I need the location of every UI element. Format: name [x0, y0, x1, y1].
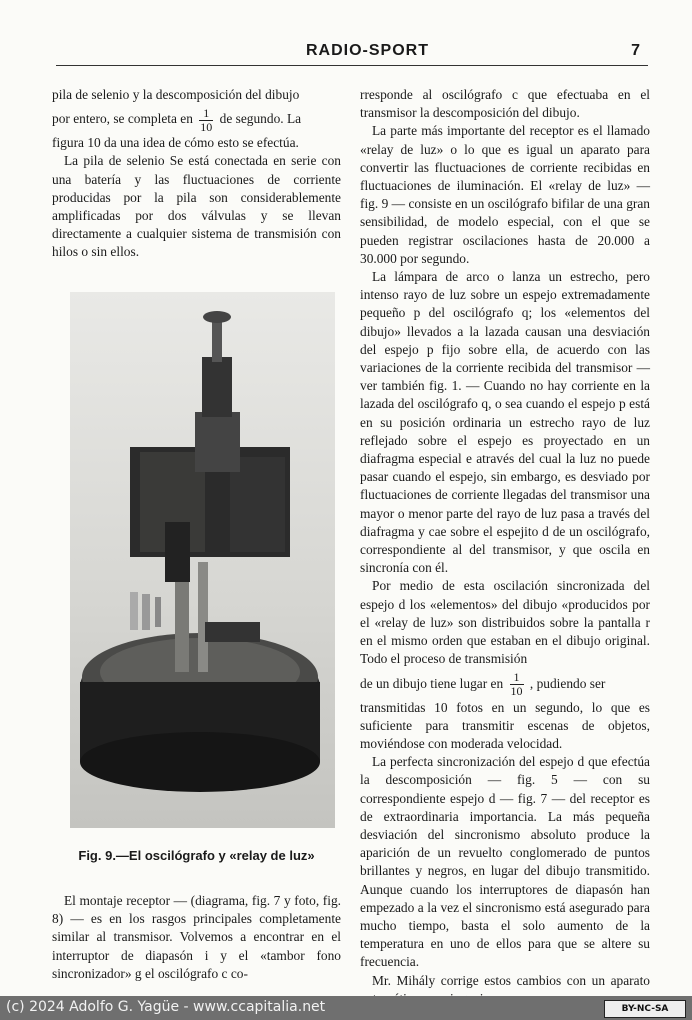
left-p1-line1: pila de selenio y la descomposición del dibujo: [52, 87, 300, 102]
right-p2: La parte más importante del receptor es el llamado «relay de luz» o lo que es igual un aparato para convertir las fluctuaciones de corriente recibidas en fluctuaciones de iluminación. El «relay de luz» — fig. 9 — consiste en un oscilógrafo bifilar de una gran sensibilidad, de modelo especial, con el que se pueden registrar oscilaciones hasta de 20.000 a 30.000 por segundo.: [360, 123, 650, 266]
right-p4-pre: de un dibujo tiene lugar en: [360, 675, 504, 691]
left-p1-pre: por entero, se completa en: [52, 111, 193, 127]
journal-title: RADIO-SPORT: [306, 42, 429, 59]
left-p1-line3: figura 10 da una idea de cómo esto se efectúa.: [52, 135, 299, 151]
fraction-numerator: 1: [199, 107, 213, 121]
oscillograph-illustration: [70, 292, 335, 828]
copyright-text: (c) 2024 Adolfo G. Yagüe - www.ccapitalia.net: [6, 999, 326, 1015]
fraction-numerator: 1: [510, 671, 524, 685]
right-p3: La lámpara de arco o lanza un estrecho, pero intenso rayo de luz sobre un espejo extremadamente pequeño p del oscilógrafo q; los «elementos del dibujo» llevados a la lazada causan una desviación del espejo p fijo sobre ella, de acuerdo con las variaciones de la corriente recibida del transmisor — ver también fig. 1. — Cuando no hay corriente en la lazada del oscilógrafo q, o sea cuando el espejo p está en su posición ordinaria un estrecho rayo de luz reflejado sobre el espejo es proyectado en un diafragma especial e através del cual la luz no puede pasar cuando el espejo, sin embargo, es desviado por fluctuaciones de corriente llegadas del transmisor una mayor o menor parte del rayo de luz pasa a través del diafragma y cae sobre el espejito d de un oscilógrafo, correspondiente al del transmisor, y que oscila en sincronía con él.: [360, 269, 650, 576]
right-p4: Por medio de esta oscilación sincronizada del espejo d los «elementos» del dibujo «producidos por el «relay de luz» son distribuidos sobre la pantalla r en el mismo orden que estaban en el dibujo original. Todo el proceso de transmisión: [360, 578, 650, 667]
left-p2: La pila de selenio Se está conectada en serie con una batería y las fluctuaciones de corriente producidas por la pila son considerablemente amplificadas por dos válvulas y se llevan directamente a cualquier sistema de transmisión con hilos o sin ellos.: [52, 153, 341, 260]
license-badge: BY-NC-SA: [604, 1000, 686, 1018]
oscillograph-photo: [70, 292, 335, 828]
left-p1-post: de segundo. La: [219, 111, 302, 127]
right-p1: rresponde al oscilógrafo c que efectuaba en el transmisor la descomposición del dibujo.: [360, 87, 650, 121]
right-column: [360, 86, 650, 1008]
page-header: [56, 42, 648, 66]
fraction-one-tenth: [510, 671, 524, 698]
left-p1-fraction-line: [52, 104, 341, 134]
left-bottom-column: [52, 892, 341, 983]
page-number: 7: [631, 42, 640, 59]
copyright-footer: [0, 996, 692, 1020]
left-p3: El montaje receptor — (diagrama, fig. 7 y foto, fig. 8) — es en los rasgos principales completamente similar al transmisor. Volvemos a encontrar en el interruptor de diapasón i y el «tambor fono sincronizador» g el oscilógrafo c co-: [52, 893, 341, 981]
right-p4-end: transmitidas 10 fotos en un segundo, lo que es suficiente para transmitir escenas de objetos, moviéndose con moderada velocidad.: [360, 699, 650, 751]
fraction-denominator: 10: [510, 683, 523, 698]
fraction-one-tenth: [199, 107, 213, 134]
right-p4-fraction-line: [360, 669, 650, 699]
left-column: [52, 86, 341, 262]
right-p6: Mr. Mihály corrige estos cambios con un aparato: [372, 972, 650, 988]
right-p5: La perfecta sincronización del espejo d que efectúa la descomposición — fig. 5 — con su correspondiente espejo d — fig. 7 — del receptor es de extraordinaria importancia. La más pequeña desviación del sincronismo absoluto produce la aparición de un revuelto conglomerado de puntos brillantes y negros, en lugar del dibujo transmitido. Aunque cuando los interruptores de diapasón han empezado a la vez el sincronismo está asegurado para mucho tiempo, basta el solo aumento de la temperatura en uno de ellos para que se altere su frecuencia.: [360, 754, 650, 970]
fraction-denominator: 10: [200, 119, 213, 134]
right-p4-post: , pudiendo ser: [529, 675, 606, 691]
header-rule: [56, 65, 648, 66]
figure-caption: Fig. 9.—El oscilógrafo y «relay de luz»: [78, 848, 315, 863]
